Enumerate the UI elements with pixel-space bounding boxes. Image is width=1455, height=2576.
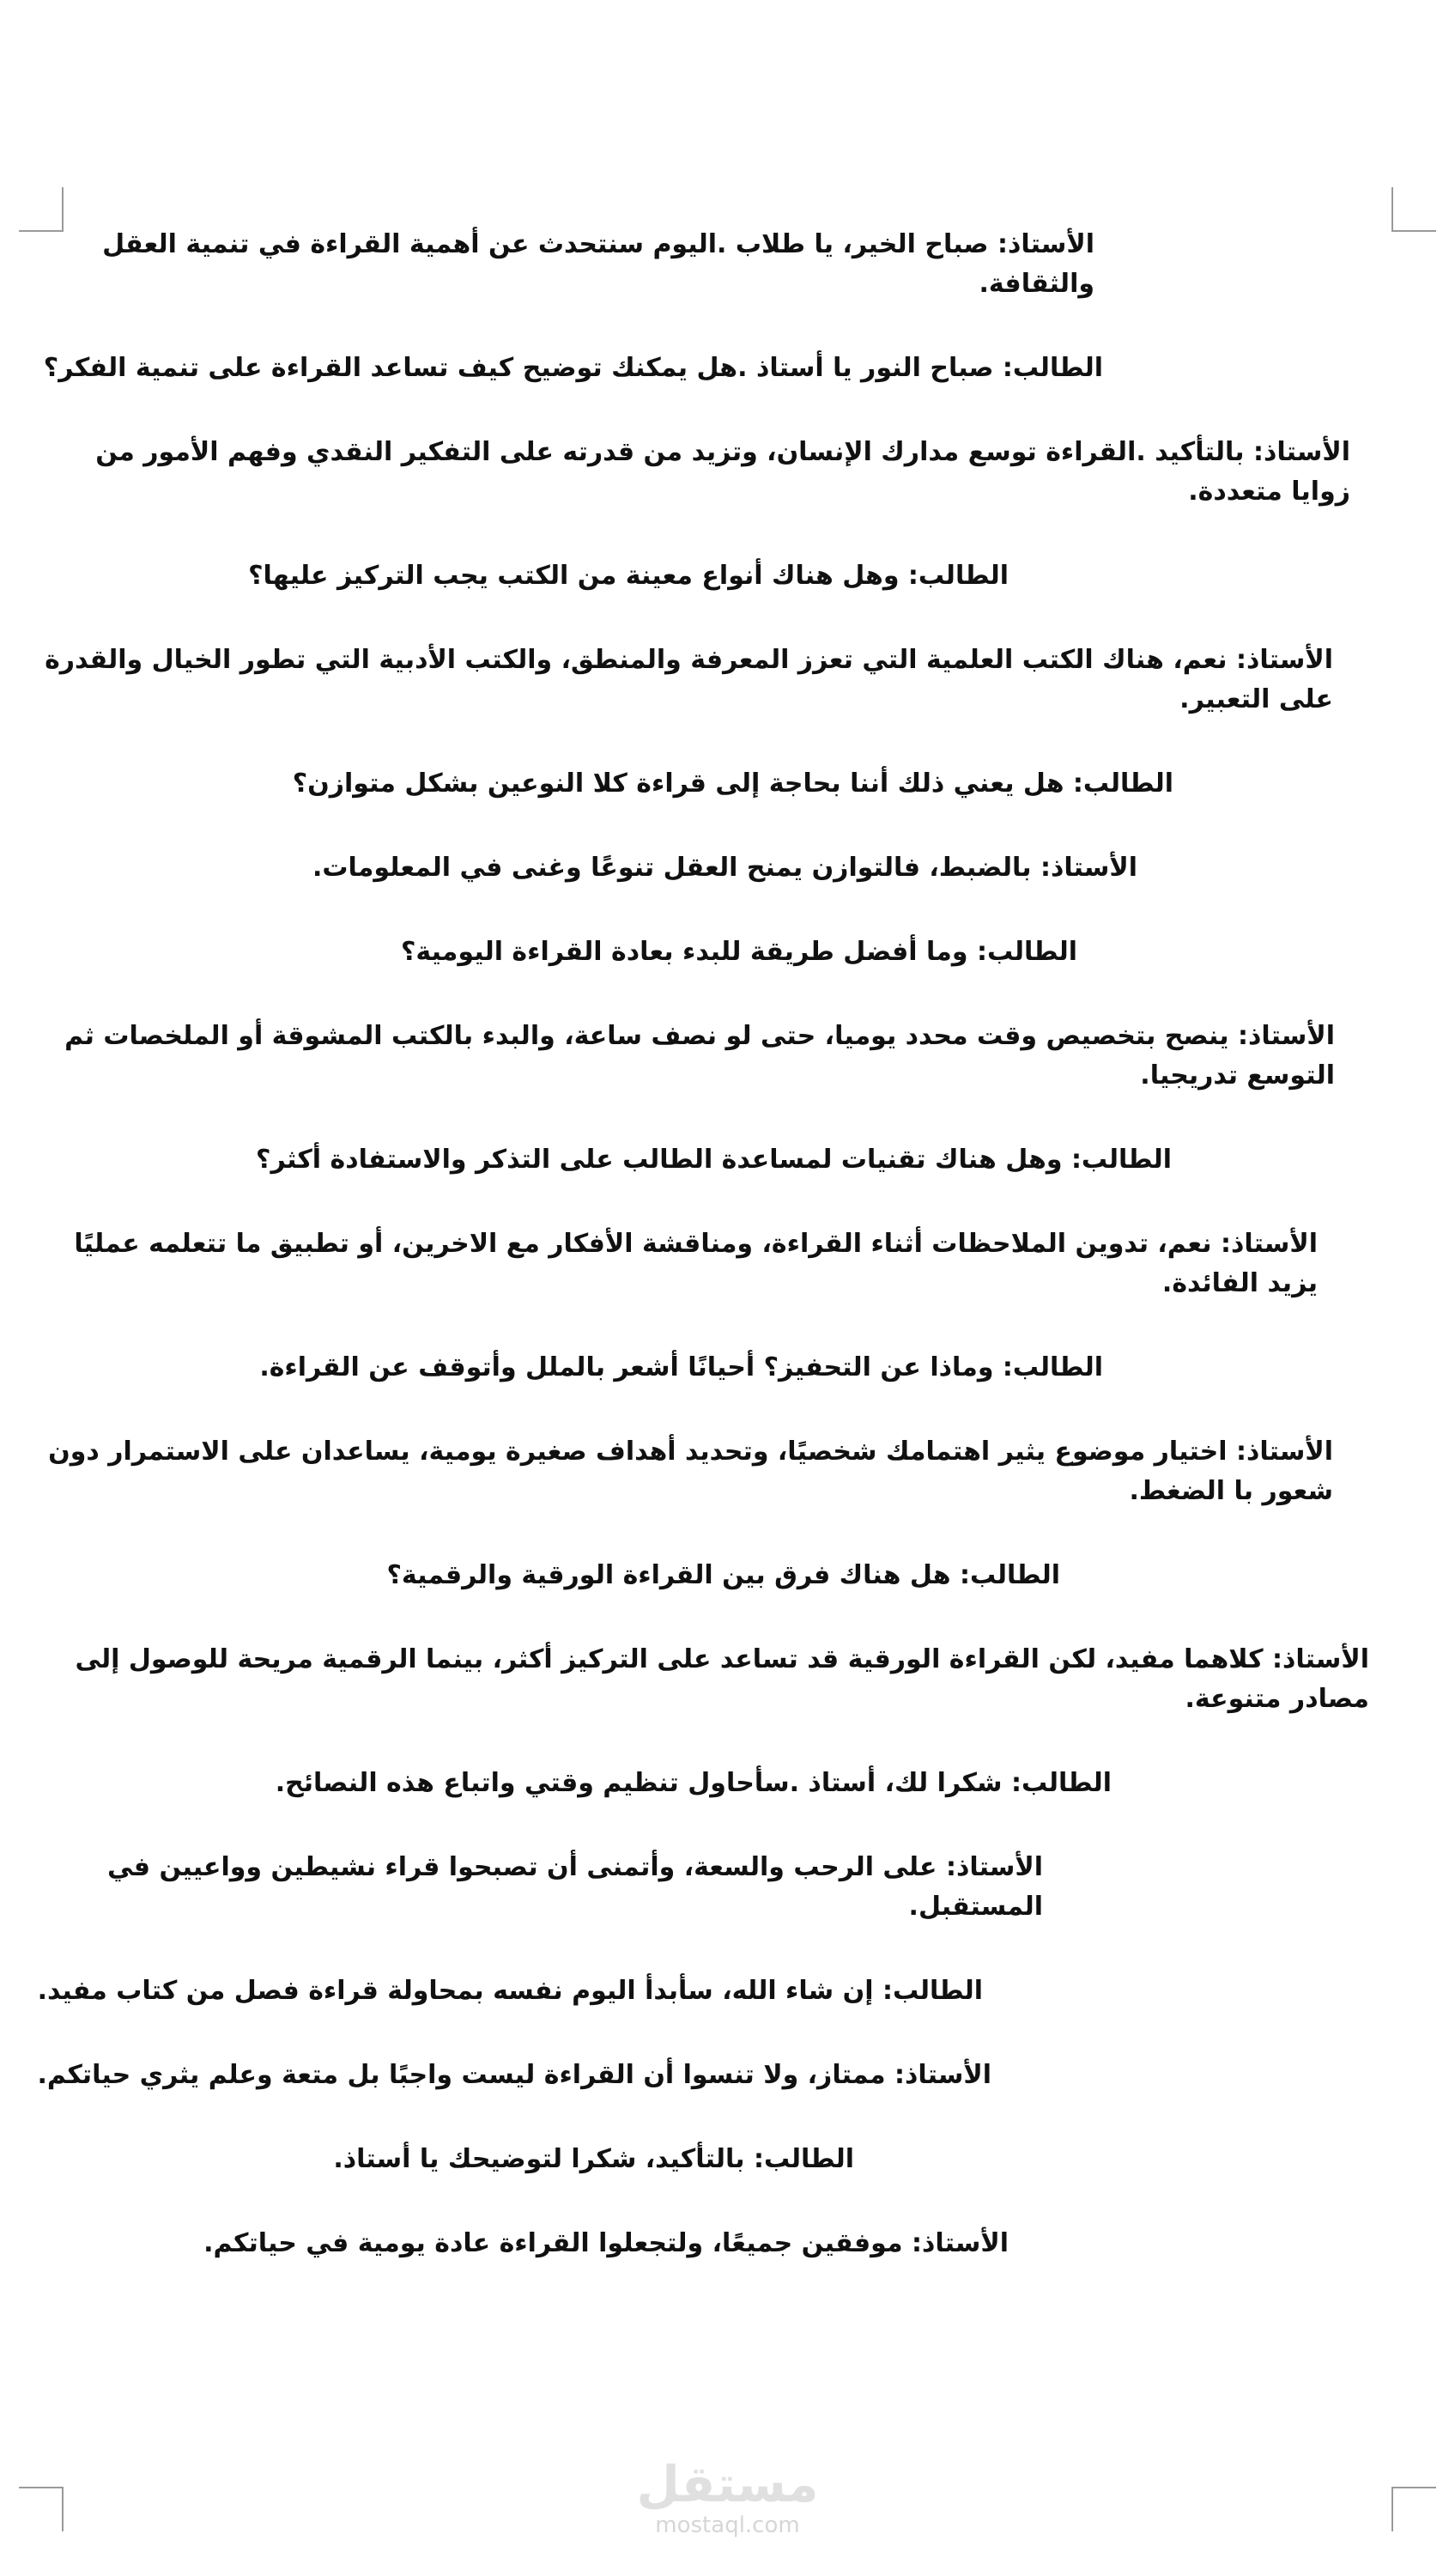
dialogue-line: الأستاذ: على الرحب والسعة، وأتمنى أن تصبحوا قراء نشيطين وواعيين في المستقبل. xyxy=(107,1852,1043,1922)
dialogue-line: الطالب: وماذا عن التحفيز؟ أحيانًا أشعر بالملل وأتوقف عن القراءة. xyxy=(259,1352,1103,1382)
dialogue-line: الأستاذ: نعم، تدوين الملاحظات أثناء القراءة، ومناقشة الأفكار مع الاخرين، أو تطبيق ما تتعلمه عمليًا يزيد الفائدة. xyxy=(74,1229,1318,1298)
dialogue-line: الأستاذ: ممتاز، ولا تنسوا أن القراءة ليست واجبًا بل متعة وعلم يثري حياتكم. xyxy=(37,2060,991,2090)
dialogue-line: الطالب: هل هناك فرق بين القراءة الورقية والرقمية؟ xyxy=(386,1560,1060,1590)
watermark-logo: مستقل xyxy=(636,2455,819,2513)
dialogue-line: الأستاذ: اختيار موضوع يثير اهتمامك شخصيًا، وتحديد أهداف صغيرة يومية، يساعدان على الاستمرار دون شعور با الضغط. xyxy=(48,1437,1333,1506)
watermark xyxy=(0,2456,1455,2538)
dialogue-line: الطالب: وهل هناك أنواع معينة من الكتب يجب التركيز عليها؟ xyxy=(248,561,1009,591)
dialogue-line: الطالب: شكرا لك، أستاذ .سأحاول تنظيم وقتي واتباع هذه النصائح. xyxy=(275,1768,1112,1798)
dialogue-line: الطالب: بالتأكيد، شكرا لتوضيحك يا أستاذ. xyxy=(333,2144,854,2174)
dialogue-line: الأستاذ: نعم، هناك الكتب العلمية التي تعزز المعرفة والمنطق، والكتب الأدبية التي تطور الخيال والقدرة على التعبير. xyxy=(45,645,1333,714)
dialogue-line: الأستاذ: بالضبط، فالتوازن يمنح العقل تنوعًا وغنى في المعلومات. xyxy=(312,853,1137,883)
dialogue-line: الطالب: وما أفضل طريقة للبدء بعادة القراءة اليومية؟ xyxy=(400,937,1077,967)
dialogue-body xyxy=(30,225,1403,2308)
dialogue-line: الأستاذ: كلاهما مفيد، لكن القراءة الورقية قد تساعد على التركيز أكثر، بينما الرقمية مريحة للوصول إلى مصادر متنوعة. xyxy=(75,1644,1369,1714)
watermark-url: mostaql.com xyxy=(655,2512,800,2538)
dialogue-line: الطالب: صباح النور يا أستاذ .هل يمكنك توضيح كيف تساعد القراءة على تنمية الفكر؟ xyxy=(43,353,1103,383)
dialogue-line: الأستاذ: صباح الخير، يا طلاب .اليوم سنتحدث عن أهمية القراءة في تنمية العقل والثقافة. xyxy=(102,229,1094,299)
dialogue-line: الطالب: إن شاء الله، سأبدأ اليوم نفسه بمحاولة قراءة فصل من كتاب مفيد. xyxy=(37,1976,983,2006)
dialogue-line: الأستاذ: ينصح بتخصيص وقت محدد يوميا، حتى لو نصف ساعة، والبدء بالكتب المشوقة أو الملخصات ثم التوسع تدريجيا. xyxy=(64,1021,1335,1091)
dialogue-line: الطالب: هل يعني ذلك أننا بحاجة إلى قراءة كلا النوعين بشكل متوازن؟ xyxy=(292,769,1173,799)
dialogue-line: الأستاذ: موفقين جميعًا، ولتجعلوا القراءة عادة يومية في حياتكم. xyxy=(203,2228,1009,2258)
dialogue-line: الأستاذ: بالتأكيد .القراءة توسع مدارك الإنسان، وتزيد من قدرته على التفكير النقدي وفهم الأمور من زوايا متعددة. xyxy=(95,437,1350,507)
dialogue-line: الطالب: وهل هناك تقنيات لمساعدة الطالب على التذكر والاستفادة أكثر؟ xyxy=(256,1145,1172,1175)
